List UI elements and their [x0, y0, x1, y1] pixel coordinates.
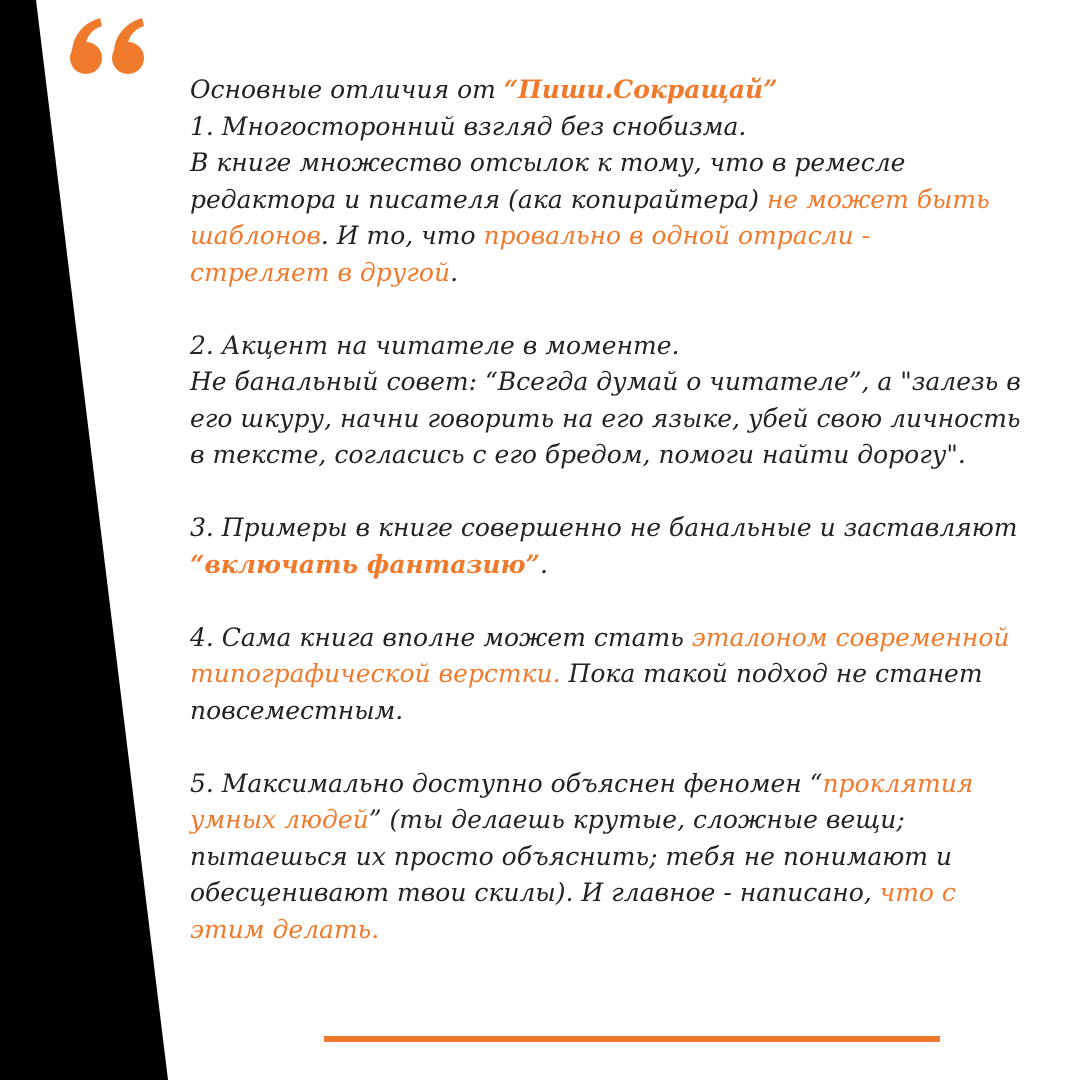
highlight: типографической верстки.	[190, 659, 561, 688]
highlight: что с	[879, 878, 956, 907]
footer-divider	[324, 1036, 940, 1042]
highlight: шаблонов	[190, 221, 321, 250]
book-title: “Пиши.Сокращай”	[503, 75, 778, 104]
highlight: провально в одной отрасли -	[483, 221, 871, 250]
item-1-title: 1. Многосторонний взгляд без снобизма.	[190, 111, 747, 141]
highlight: этим делать.	[190, 914, 380, 944]
paragraph-5: 5. Максимально доступно объяснен феномен “проклятия умных людей” (ты делаешь крутые, сложные вещи; пытаешься их просто объяснить; тебя не понимают и обесценивают твои скилы). И главное - написано, что с этим делать.	[190, 768, 974, 944]
highlight: “включать фантазию”	[190, 549, 540, 579]
black-diagonal-wedge	[0, 0, 170, 1080]
paragraph-1: Основные отличия от “Пиши.Сокращай” 1. Многосторонний взгляд без снобизма. В книге множество отсылок к тому, что в ремесле редактора и писателя (ака копирайтера) не может быть шаблонов. И то, что провально в одной отрасли - стреляет в другой.	[190, 72, 1040, 291]
highlight: умных людей	[190, 805, 369, 834]
highlight: эталоном современной	[691, 622, 1010, 652]
highlight: не может быть	[766, 184, 990, 214]
highlight: стреляет в другой	[190, 257, 451, 287]
item-2-title: 2. Акцент на читателе в моменте.	[190, 330, 680, 360]
heading-line: Основные отличия от “Пиши.Сокращай”	[190, 75, 778, 104]
highlight: проклятия	[822, 768, 974, 798]
paragraph-2: 2. Акцент на читателе в моменте. Не банальный совет: “Всегда думай о читателе”, а "залезь в его шкуру, начни говорить на его языке, убей свою личность в тексте, согласись с его бредом, помоги найти дорогу".	[190, 328, 1040, 474]
body-text	[190, 72, 1040, 985]
paragraph-3: 3. Примеры в книге совершенно не банальные и заставляют “включать фантазию”.	[190, 513, 1018, 579]
paragraph-4: 4. Сама книга вполне может стать эталоном современной типографической верстки. Пока такой подход не станет повсеместным.	[190, 622, 1010, 725]
quote-mark-icon	[68, 14, 150, 84]
